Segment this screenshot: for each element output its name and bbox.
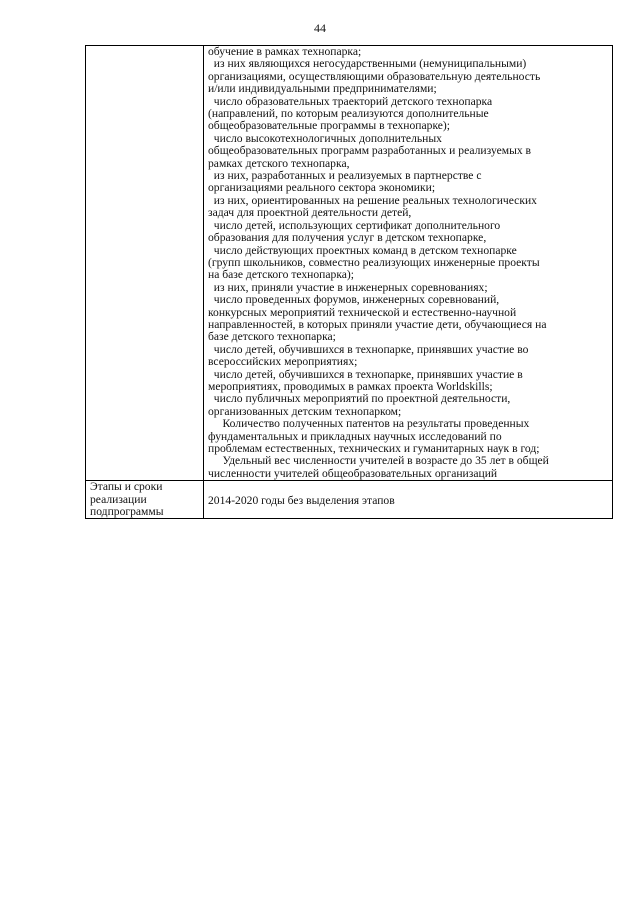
label-cell [86,481,204,519]
content-line: из них, разработанных и реализуемых в партнерстве с [208,169,482,183]
label-cell [86,46,204,481]
content-line: образования для получения услуг в детском технопарке, [208,231,487,245]
content-cell [204,46,613,481]
content-line: Удельный вес численности учителей в возрасте до 35 лет в общей [208,454,549,468]
content-line: конкурсных мероприятий технической и естественно-научной [208,305,517,319]
content-line: число проведенных форумов, инженерных соревнований, [208,293,500,307]
content-line: организациями реального сектора экономики; [208,181,436,195]
content-line: число образовательных траекторий детского технопарка [208,94,493,108]
table-row [86,481,613,519]
content-line: число высокотехнологичных дополнительных [208,131,442,145]
content-line: организованных детским технопарком; [208,404,402,418]
content-line: (групп школьников, совместно реализующих инженерные проекты [208,255,540,269]
content-line: рамках детского технопарка, [208,156,350,170]
program-table [85,45,613,519]
content-line: на базе детского технопарка); [208,268,355,282]
content-line: фундаментальных и прикладных научных исследований по [208,429,502,443]
content-line: число детей, обучившихся в технопарке, принявших участие во [208,342,529,356]
content-line: обучение в рамках технопарка; [208,45,362,58]
content-line: всероссийских мероприятиях; [208,355,358,369]
page-number: 44 [314,21,326,35]
content-line: Количество полученных патентов на результаты проведенных [208,417,530,431]
content-line: из них, приняли участие в инженерных соревнованиях; [208,280,488,294]
label-line: Этапы и сроки [90,480,163,494]
label-line: реализации [90,492,147,506]
content-line: число детей, использующих сертификат дополнительного [208,218,501,232]
content-line: проблемам естественных, технических и гуманитарных наук в год; [208,442,540,455]
content-line: направленностей, в которых приняли участие дети, обучающиеся на [208,317,547,331]
content-line: организациями, осуществляющими образовательную деятельность [208,69,541,83]
content-line: задач для проектной деятельности детей, [208,206,412,220]
content-line: 2014-2020 годы без выделения этапов [208,494,395,508]
content-line: общеобразовательные программы в технопарке); [208,119,451,133]
content-line: общеобразовательных программ разработанных и реализуемых в [208,144,532,158]
content-line: (направлений, по которым реализуются дополнительные [208,107,489,121]
content-line: численности учителей общеобразовательных организаций [208,466,498,480]
content-line: из них являющихся негосударственными (немуниципальными) [208,57,527,71]
label-line: подпрограммы [90,505,164,519]
content-line: базе детского технопарка; [208,330,336,344]
content-line: мероприятиях, проводимых в рамках проекта Worldskills; [208,379,493,393]
content-cell [204,481,613,519]
content-line: из них, ориентированных на решение реальных технологических [208,193,537,207]
content-line: число детей, обучившихся в технопарке, принявших участие в [208,367,523,381]
content-line: и/или индивидуальными предпринимателями; [208,82,437,96]
label-line [90,46,199,58]
table-row [86,46,613,481]
content-line: число публичных мероприятий по проектной деятельности, [208,392,511,406]
content-line: число действующих проектных команд в детском технопарке [208,243,517,257]
